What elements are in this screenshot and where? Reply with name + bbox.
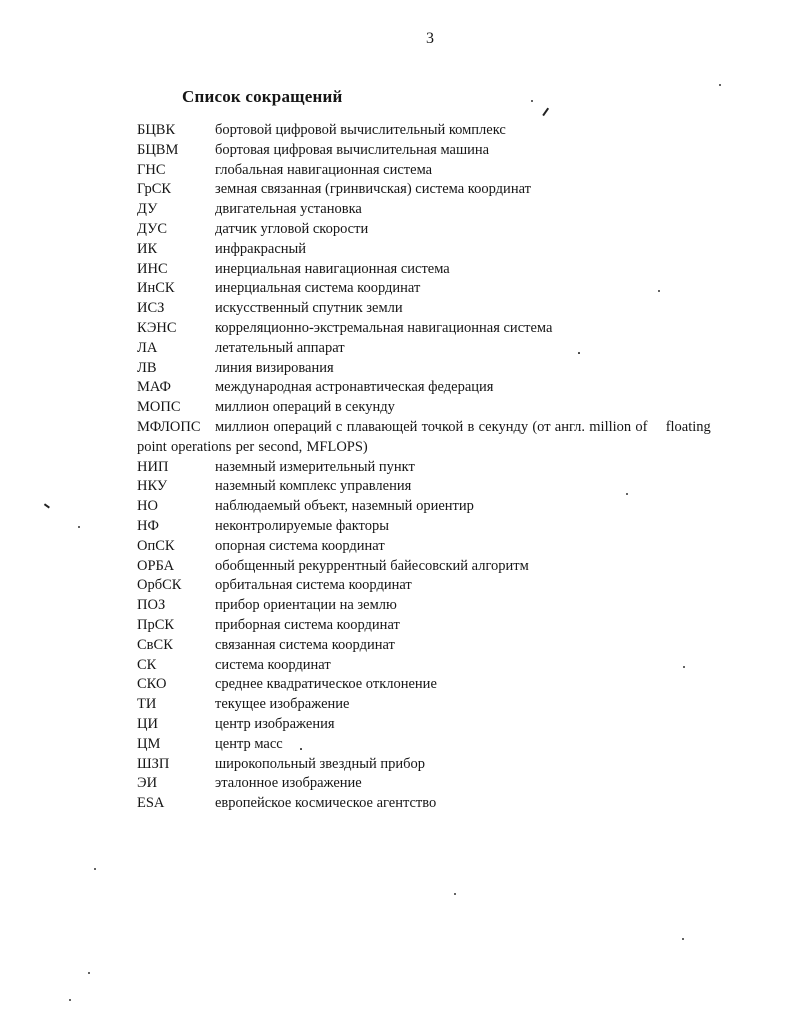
abbreviation-definition-text: среднее квадратическое отклонение (215, 676, 437, 693)
abbreviation-entry (137, 675, 737, 695)
abbreviation-definition (215, 676, 437, 692)
abbreviation-definition-text: текущее изображение (215, 696, 350, 713)
abbreviation-entry (137, 537, 737, 557)
abbreviation-definition (215, 498, 474, 514)
scan-speck (719, 84, 721, 86)
abbreviation-entry (137, 576, 737, 596)
scan-speck (69, 999, 71, 1001)
abbreviation-definition-text: наземный комплекс управления (215, 478, 412, 495)
abbreviation-definition-text: европейское космическое агентство (215, 795, 437, 812)
abbreviation-definition-text: искусственный спутник земли (215, 300, 403, 317)
abbreviation-term: МАФ (137, 379, 171, 396)
abbreviation-definition (215, 280, 420, 296)
abbreviation-definition-text: инерциальная навигационная система (215, 260, 450, 277)
abbreviation-term: КЭНС (137, 319, 177, 336)
scan-mark (542, 108, 548, 116)
abbreviation-definition-text: линия визирования (215, 359, 334, 376)
abbreviation-entry (137, 339, 737, 359)
abbreviation-term: ЭИ (137, 775, 158, 792)
abbreviation-definition (215, 736, 283, 752)
abbreviation-definition (137, 419, 711, 455)
abbreviation-definition (215, 597, 397, 613)
abbreviation-definition (215, 181, 531, 197)
abbreviation-definition (215, 261, 450, 277)
abbreviation-term: ПОЗ (137, 597, 166, 614)
abbreviation-definition-text: центр масс (215, 735, 283, 752)
abbreviation-definition (215, 756, 425, 772)
abbreviation-term: ИнСК (137, 280, 175, 297)
abbreviation-entry (137, 458, 737, 478)
abbreviation-entry (137, 240, 737, 260)
abbreviation-entry (137, 755, 737, 775)
abbreviation-definition-text: прибор ориентации на землю (215, 597, 397, 614)
abbreviation-term: МОПС (137, 399, 181, 416)
scan-speck (531, 100, 533, 102)
abbreviation-definition-continuation: floating point operations per second, MFLOPS) (137, 418, 711, 455)
abbreviation-definition-text: неконтролируемые факторы (215, 517, 389, 534)
abbreviation-entry (137, 735, 737, 755)
abbreviation-term: ГНС (137, 161, 166, 178)
abbreviation-entry (137, 161, 737, 181)
abbreviation-term: СК (137, 656, 157, 673)
abbreviation-definition-text: инерциальная система координат (215, 280, 421, 297)
abbreviation-term: БЦВК (137, 122, 176, 138)
abbreviation-term: ИСЗ (137, 300, 165, 317)
abbreviation-term: НО (137, 498, 158, 515)
scan-speck (658, 290, 660, 292)
abbreviation-term: ГрСК (137, 181, 172, 198)
abbreviation-definition-text: бортовая цифровая вычислительная машина (215, 141, 490, 158)
abbreviation-definition (215, 617, 400, 633)
abbreviation-definition (215, 795, 436, 811)
abbreviation-definition (215, 696, 349, 712)
abbreviation-term: ЛА (137, 339, 158, 356)
abbreviation-definition-text: датчик угловой скорости (215, 220, 369, 237)
abbreviation-definition (215, 459, 415, 475)
abbreviation-definition (215, 657, 331, 673)
abbreviation-definition-text: наблюдаемый объект, наземный ориентир (215, 498, 474, 515)
abbreviation-definition (215, 340, 345, 356)
abbreviation-definition (215, 201, 362, 217)
abbreviation-entry (137, 319, 737, 339)
scan-speck (88, 972, 90, 974)
abbreviation-definition-text: наземный измерительный пункт (215, 458, 415, 475)
abbreviation-definition-text: миллион операций в секунду (215, 399, 395, 416)
abbreviation-definition-text: летательный аппарат (215, 339, 345, 356)
abbreviation-definition-text: бортовой цифровой вычислительный комплекс (215, 122, 506, 138)
abbreviation-definition-text: широкопольный звездный прибор (215, 755, 426, 772)
abbreviation-entry (137, 477, 737, 497)
document-title: Список сокращений (182, 87, 343, 106)
abbreviation-definition-text: опорная система координат (215, 537, 385, 554)
abbreviation-term: ESA (137, 795, 165, 812)
abbreviation-term: НКУ (137, 478, 168, 495)
abbreviation-definition-text: корреляционно-экстремальная навигационная система (215, 319, 553, 336)
abbreviation-term: НФ (137, 517, 159, 534)
abbreviation-entry (137, 180, 737, 200)
abbreviation-definition (215, 300, 403, 316)
abbreviation-term: ИНС (137, 260, 168, 277)
abbreviation-entry (137, 398, 737, 418)
abbreviation-entry (137, 596, 737, 616)
abbreviation-definition (215, 241, 306, 257)
abbreviation-definition-text: двигательная установка (215, 201, 362, 218)
abbreviation-definition (215, 518, 389, 534)
abbreviation-term: СКО (137, 676, 167, 693)
abbreviation-definition-text: обобщенный рекуррентный байесовский алгоритм (215, 557, 529, 574)
scan-speck (626, 493, 628, 495)
abbreviation-entry (137, 497, 737, 517)
scan-speck (454, 893, 456, 895)
abbreviation-definition (215, 122, 506, 138)
abbreviation-term: ЦМ (137, 735, 161, 752)
abbreviation-entry (137, 359, 737, 379)
abbreviation-definition (215, 478, 411, 494)
page-number: 3 (426, 30, 434, 47)
abbreviation-definition (215, 162, 432, 178)
scan-speck (682, 938, 684, 940)
abbreviation-term: ОпСК (137, 537, 175, 554)
abbreviation-definition (215, 320, 552, 336)
abbreviation-definition (215, 360, 334, 376)
abbreviation-entry (137, 418, 737, 458)
abbreviation-definition (215, 558, 529, 574)
abbreviation-term: ДУС (137, 220, 168, 237)
abbreviation-entry (137, 616, 737, 636)
abbreviation-definition-text: орбитальная система координат (215, 577, 412, 594)
abbreviation-entry (137, 378, 737, 398)
abbreviation-term: ЛВ (137, 359, 157, 376)
abbreviation-definition-text: система координат (215, 656, 331, 673)
abbreviation-term: ШЗП (137, 755, 170, 772)
abbreviation-definition (215, 637, 395, 653)
abbreviation-entry (137, 557, 737, 577)
abbreviation-term: ИК (137, 240, 158, 257)
abbreviation-entry (137, 121, 737, 141)
abbreviation-definition (215, 577, 412, 593)
abbreviation-entry (137, 695, 737, 715)
abbreviation-definition (215, 775, 362, 791)
abbreviation-entry (137, 774, 737, 794)
abbreviation-entry (137, 141, 737, 161)
scan-speck (683, 666, 685, 668)
abbreviation-definition-text: инфракрасный (215, 240, 307, 257)
abbreviation-definition-text: глобальная навигационная система (215, 161, 433, 178)
abbreviation-entry (137, 794, 737, 814)
abbreviation-term: СвСК (137, 636, 173, 653)
abbreviation-definition-text: приборная система координат (215, 616, 400, 633)
abbreviation-entry (137, 279, 737, 299)
abbreviation-term: ОрбСК (137, 577, 182, 594)
abbreviation-definition (215, 221, 368, 237)
abbreviation-term: ОРБА (137, 557, 175, 574)
abbreviation-entry (137, 636, 737, 656)
abbreviation-term: МФЛОПС (137, 418, 201, 435)
abbreviation-definition (215, 716, 335, 732)
abbreviation-entry (137, 656, 737, 676)
abbreviation-term: НИП (137, 458, 169, 475)
abbreviation-term: ЦИ (137, 715, 158, 732)
abbreviation-definition-text: международная астронавтическая федерация (215, 379, 494, 396)
scan-speck (300, 748, 302, 750)
abbreviation-entry (137, 517, 737, 537)
abbreviation-definition-text: центр изображения (215, 715, 335, 732)
abbreviation-entry (137, 260, 737, 280)
abbreviation-entry (137, 715, 737, 735)
abbreviation-entry (137, 220, 737, 240)
scan-speck (94, 868, 96, 870)
abbreviation-list (137, 121, 737, 814)
abbreviation-definition (215, 399, 395, 415)
abbreviation-entry (137, 200, 737, 220)
abbreviation-term: ПрСК (137, 616, 175, 633)
abbreviation-definition (215, 142, 489, 158)
abbreviation-definition (215, 379, 493, 395)
abbreviation-definition-text: земная связанная (гринвичская) система координат (215, 181, 531, 198)
abbreviation-definition-text: миллион операций с плавающей точкой в секунду (от англ. million of (215, 418, 648, 435)
scan-speck (78, 526, 80, 528)
abbreviation-term: БЦВМ (137, 141, 179, 158)
abbreviation-definition (215, 538, 385, 554)
abbreviation-term: ДУ (137, 201, 158, 218)
scan-speck (578, 352, 580, 354)
abbreviation-definition-text: эталонное изображение (215, 775, 362, 792)
abbreviation-entry (137, 299, 737, 319)
scan-mark (44, 503, 50, 508)
abbreviation-term: ТИ (137, 696, 157, 713)
abbreviation-definition-text: связанная система координат (215, 636, 395, 653)
